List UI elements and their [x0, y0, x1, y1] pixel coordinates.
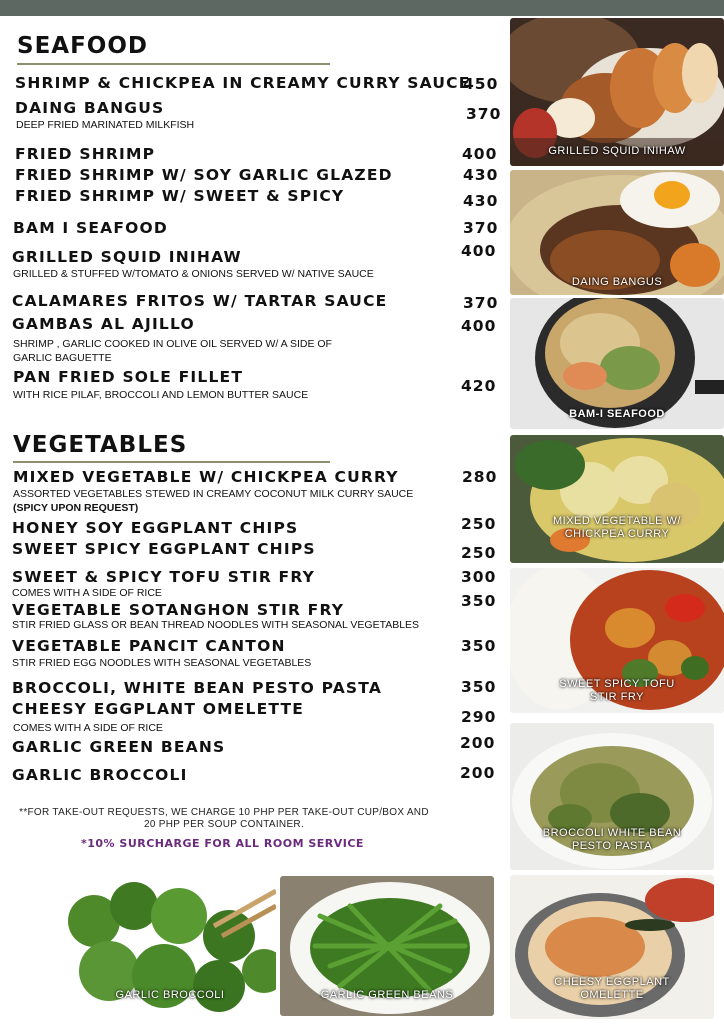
- menu-item-price: 280: [462, 468, 498, 486]
- menu-item-name: PAN FRIED SOLE FILLET: [13, 368, 244, 386]
- photo-caption-line: STIR FRY: [590, 691, 644, 703]
- menu-item-price: 400: [461, 317, 497, 335]
- menu-item-price: 420: [461, 377, 497, 395]
- photo-daing-bangus: [510, 170, 724, 295]
- menu-item-desc: STIR FRIED GLASS OR BEAN THREAD NOODLES WITH SEASONAL VEGETABLES: [12, 619, 420, 631]
- menu-item-desc: COMES WITH A SIDE OF RICE: [13, 722, 163, 734]
- menu-item-price: 400: [462, 145, 498, 163]
- menu-item-name: GARLIC BROCCOLI: [12, 766, 188, 784]
- menu-item-price: 450: [463, 75, 499, 93]
- photo-caption: [510, 976, 714, 1002]
- menu-item-price: 200: [460, 764, 496, 782]
- takeout-note: [18, 807, 430, 831]
- menu-item-name: FRIED SHRIMP: [15, 145, 156, 163]
- menu-item-name: MIXED VEGETABLE W/ CHICKPEA CURRY: [13, 468, 399, 486]
- photo-caption: GARLIC GREEN BEANS: [320, 989, 454, 1001]
- menu-item-desc: WITH RICE PILAF, BROCCOLI AND LEMON BUTTER SAUCE: [13, 389, 309, 401]
- photo-caption: [510, 678, 724, 704]
- takeout-note-line: 20 PHP PER SOUP CONTAINER.: [143, 819, 305, 830]
- menu-item-name: VEGETABLE PANCIT CANTON: [12, 637, 286, 655]
- photo-sweet-spicy-tofu: [510, 568, 724, 713]
- photo-mixed-vegetable: [510, 435, 724, 563]
- photo-grilled-squid: [510, 18, 724, 166]
- photo-garlic-green-beans: [280, 876, 494, 1016]
- photo-caption: DAING BANGUS: [571, 276, 663, 288]
- menu-item-name: BAM I SEAFOOD: [13, 219, 168, 237]
- menu-item-name: CALAMARES FRITOS W/ TARTAR SAUCE: [12, 292, 388, 310]
- photo-caption: [510, 515, 724, 541]
- menu-item-price: 370: [463, 294, 499, 312]
- menu-item-price: 290: [461, 708, 497, 726]
- photo-caption-line: MIXED VEGETABLE W/: [553, 515, 681, 527]
- menu-item-price: 200: [460, 734, 496, 752]
- menu-item-desc: GARLIC BAGUETTE: [13, 352, 112, 364]
- surcharge-note: *10% SURCHARGE FOR ALL ROOM SERVICE: [81, 837, 364, 850]
- menu-item-name: FRIED SHRIMP W/ SOY GARLIC GLAZED: [15, 166, 393, 184]
- menu-item-price: 300: [461, 568, 497, 586]
- menu-item-name: SWEET & SPICY TOFU STIR FRY: [12, 568, 316, 586]
- menu-item-desc: SHRIMP , GARLIC COOKED IN OLIVE OIL SERVED W/ A SIDE OF: [13, 338, 332, 350]
- menu-item-price: 430: [463, 192, 499, 210]
- menu-item-desc: (SPICY UPON REQUEST): [13, 502, 139, 514]
- menu-item-name: VEGETABLE SOTANGHON STIR FRY: [12, 601, 345, 619]
- menu-item-price: 370: [466, 105, 502, 123]
- menu-item-name: HONEY SOY EGGPLANT CHIPS: [12, 519, 299, 537]
- menu-item-desc: ASSORTED VEGETABLES STEWED IN CREAMY COCONUT MILK CURRY SAUCE: [13, 488, 414, 500]
- section-title-seafood: SEAFOOD: [17, 33, 148, 59]
- photo-bami-seafood: [510, 298, 724, 429]
- photo-caption-line: PESTO PASTA: [571, 840, 653, 852]
- section-rule: [13, 461, 330, 463]
- menu-item-name: SWEET SPICY EGGPLANT CHIPS: [12, 540, 316, 558]
- photo-caption: GARLIC BROCCOLI: [115, 989, 225, 1001]
- menu-item-name: BROCCOLI, WHITE BEAN PESTO PASTA: [12, 679, 383, 697]
- menu-item-price: 400: [461, 242, 497, 260]
- photo-caption-line: CHICKPEA CURRY: [564, 528, 670, 540]
- menu-item-name: GARLIC GREEN BEANS: [12, 738, 226, 756]
- mixed-vegetable-image: [510, 435, 724, 563]
- photo-pesto-pasta: [510, 723, 714, 870]
- menu-item-name: CHEESY EGGPLANT OMELETTE: [12, 700, 305, 718]
- photo-cheesy-omelette: [510, 875, 714, 1019]
- menu-item-price: 350: [461, 678, 497, 696]
- menu-item-name: FRIED SHRIMP W/ SWEET & SPICY: [15, 187, 345, 205]
- menu-item-price: 250: [461, 515, 497, 533]
- menu-item-desc: STIR FRIED EGG NOODLES WITH SEASONAL VEGETABLES: [12, 657, 312, 669]
- menu-item-name: DAING BANGUS: [15, 99, 165, 117]
- photo-caption: [510, 827, 714, 853]
- photo-garlic-broccoli: [64, 876, 276, 1016]
- menu-item-name: SHRIMP & CHICKPEA IN CREAMY CURRY SAUCE: [15, 74, 471, 92]
- grilled-squid-image: [510, 18, 724, 166]
- menu-item-desc: DEEP FRIED MARINATED MILKFISH: [16, 119, 195, 131]
- menu-item-price: 350: [461, 592, 497, 610]
- photo-caption: GRILLED SQUID INIHAW: [548, 145, 686, 157]
- photo-caption-line: SWEET SPICY TOFU: [559, 678, 675, 690]
- menu-item-price: 250: [461, 544, 497, 562]
- photo-caption-line: OMELETTE: [580, 989, 644, 1001]
- menu-item-price: 430: [463, 166, 499, 184]
- menu-item-price: 350: [461, 637, 497, 655]
- photo-caption: BAM-I SEAFOOD: [569, 408, 665, 420]
- menu-item-desc: COMES WITH A SIDE OF RICE: [12, 587, 162, 599]
- menu-item-name: GAMBAS AL AJILLO: [12, 315, 195, 333]
- takeout-note-line: **FOR TAKE-OUT REQUESTS, WE CHARGE 10 PHP PER TAKE-OUT CUP/BOX AND: [19, 807, 429, 818]
- section-title-vegetables: VEGETABLES: [13, 432, 188, 458]
- photo-caption-line: CHEESY EGGPLANT: [554, 976, 670, 988]
- menu-item-price: 370: [463, 219, 499, 237]
- menu-item-name: GRILLED SQUID INIHAW: [12, 248, 242, 266]
- menu-item-desc: GRILLED & STUFFED W/TOMATO & ONIONS SERVED W/ NATIVE SAUCE: [13, 268, 374, 280]
- top-bar: [0, 0, 724, 16]
- section-rule: [17, 63, 330, 65]
- photo-caption-line: BROCCOLI WHITE BEAN: [542, 827, 682, 839]
